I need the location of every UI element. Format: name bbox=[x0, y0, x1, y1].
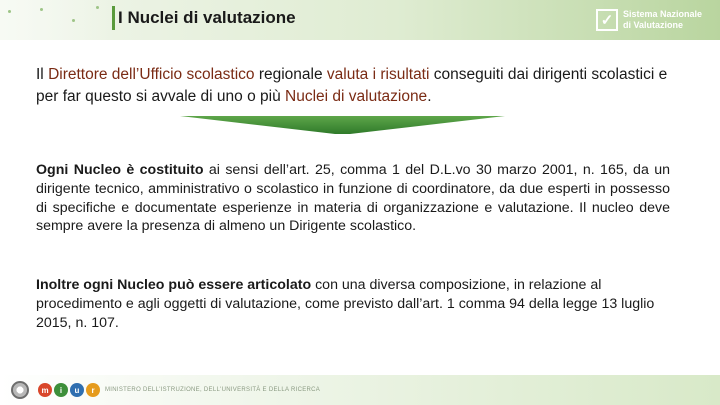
logo-text bbox=[623, 9, 702, 31]
header-band bbox=[0, 0, 720, 40]
decor-dot bbox=[96, 6, 99, 9]
miur-letter: m bbox=[38, 383, 52, 397]
miur-letter: u bbox=[70, 383, 84, 397]
miur-logo bbox=[38, 383, 102, 397]
intro-part: . bbox=[427, 88, 432, 105]
ministry-text: MINISTERO DELL'ISTRUZIONE, DELL'UNIVERSITÀ E DELLA RICERCA bbox=[105, 387, 321, 393]
miur-letter: r bbox=[86, 383, 100, 397]
intro-highlight: Nuclei di valutazione bbox=[285, 88, 428, 105]
decor-dot bbox=[8, 10, 11, 13]
intro-part: conseguiti dai dirigenti scolastici e per far questo si avvale di uno o più bbox=[36, 66, 668, 105]
paragraph-bold: Ogni Nucleo è costituito bbox=[36, 162, 204, 178]
page-title: I Nuclei di valutazione bbox=[118, 8, 296, 27]
miur-letter: i bbox=[54, 383, 68, 397]
intro-text bbox=[36, 64, 686, 108]
checkbox-check-icon: ✓ bbox=[596, 9, 618, 31]
logo-line1: Sistema Nazionale bbox=[623, 9, 703, 19]
paragraph-composition bbox=[36, 161, 670, 236]
paragraph-bold: Inoltre ogni Nucleo può essere articolato bbox=[36, 277, 312, 293]
decor-dot bbox=[40, 8, 43, 11]
italian-republic-emblem-icon bbox=[11, 381, 29, 399]
intro-highlight: valuta i risultati bbox=[326, 66, 430, 83]
paragraph-text: con una diversa composizione, in relazione al procedimento e agli oggetti di valutazione, come previsto dall’art. 1 comma 94 della legge 13 luglio 2015, n. 107. bbox=[36, 277, 655, 331]
paragraph-text: ai sensi dell’art. 25, comma 1 del D.L.vo 30 marzo 2001, n. 165, da un dirigente tecnico, amministrativo o scolastico in funzione di coordinatore, da due esperti in possesso di specifiche e documentate esperienze in materia di organizzazione e valutazione. Il nucleo deve sempre avere la presenza di almeno un Dirigente scolastico. bbox=[36, 162, 671, 235]
snv-logo bbox=[596, 5, 716, 35]
intro-part: Il bbox=[36, 66, 49, 83]
title-accent-bar bbox=[112, 6, 115, 30]
intro-highlight: Direttore dell’Ufficio scolastico bbox=[48, 66, 255, 83]
paragraph-articulation bbox=[36, 276, 670, 332]
funnel-arrow bbox=[180, 114, 505, 136]
logo-line2: di Valutazione bbox=[623, 20, 684, 30]
header-fade bbox=[0, 0, 110, 40]
intro-part: regionale bbox=[254, 66, 327, 83]
decor-dot bbox=[72, 19, 75, 22]
